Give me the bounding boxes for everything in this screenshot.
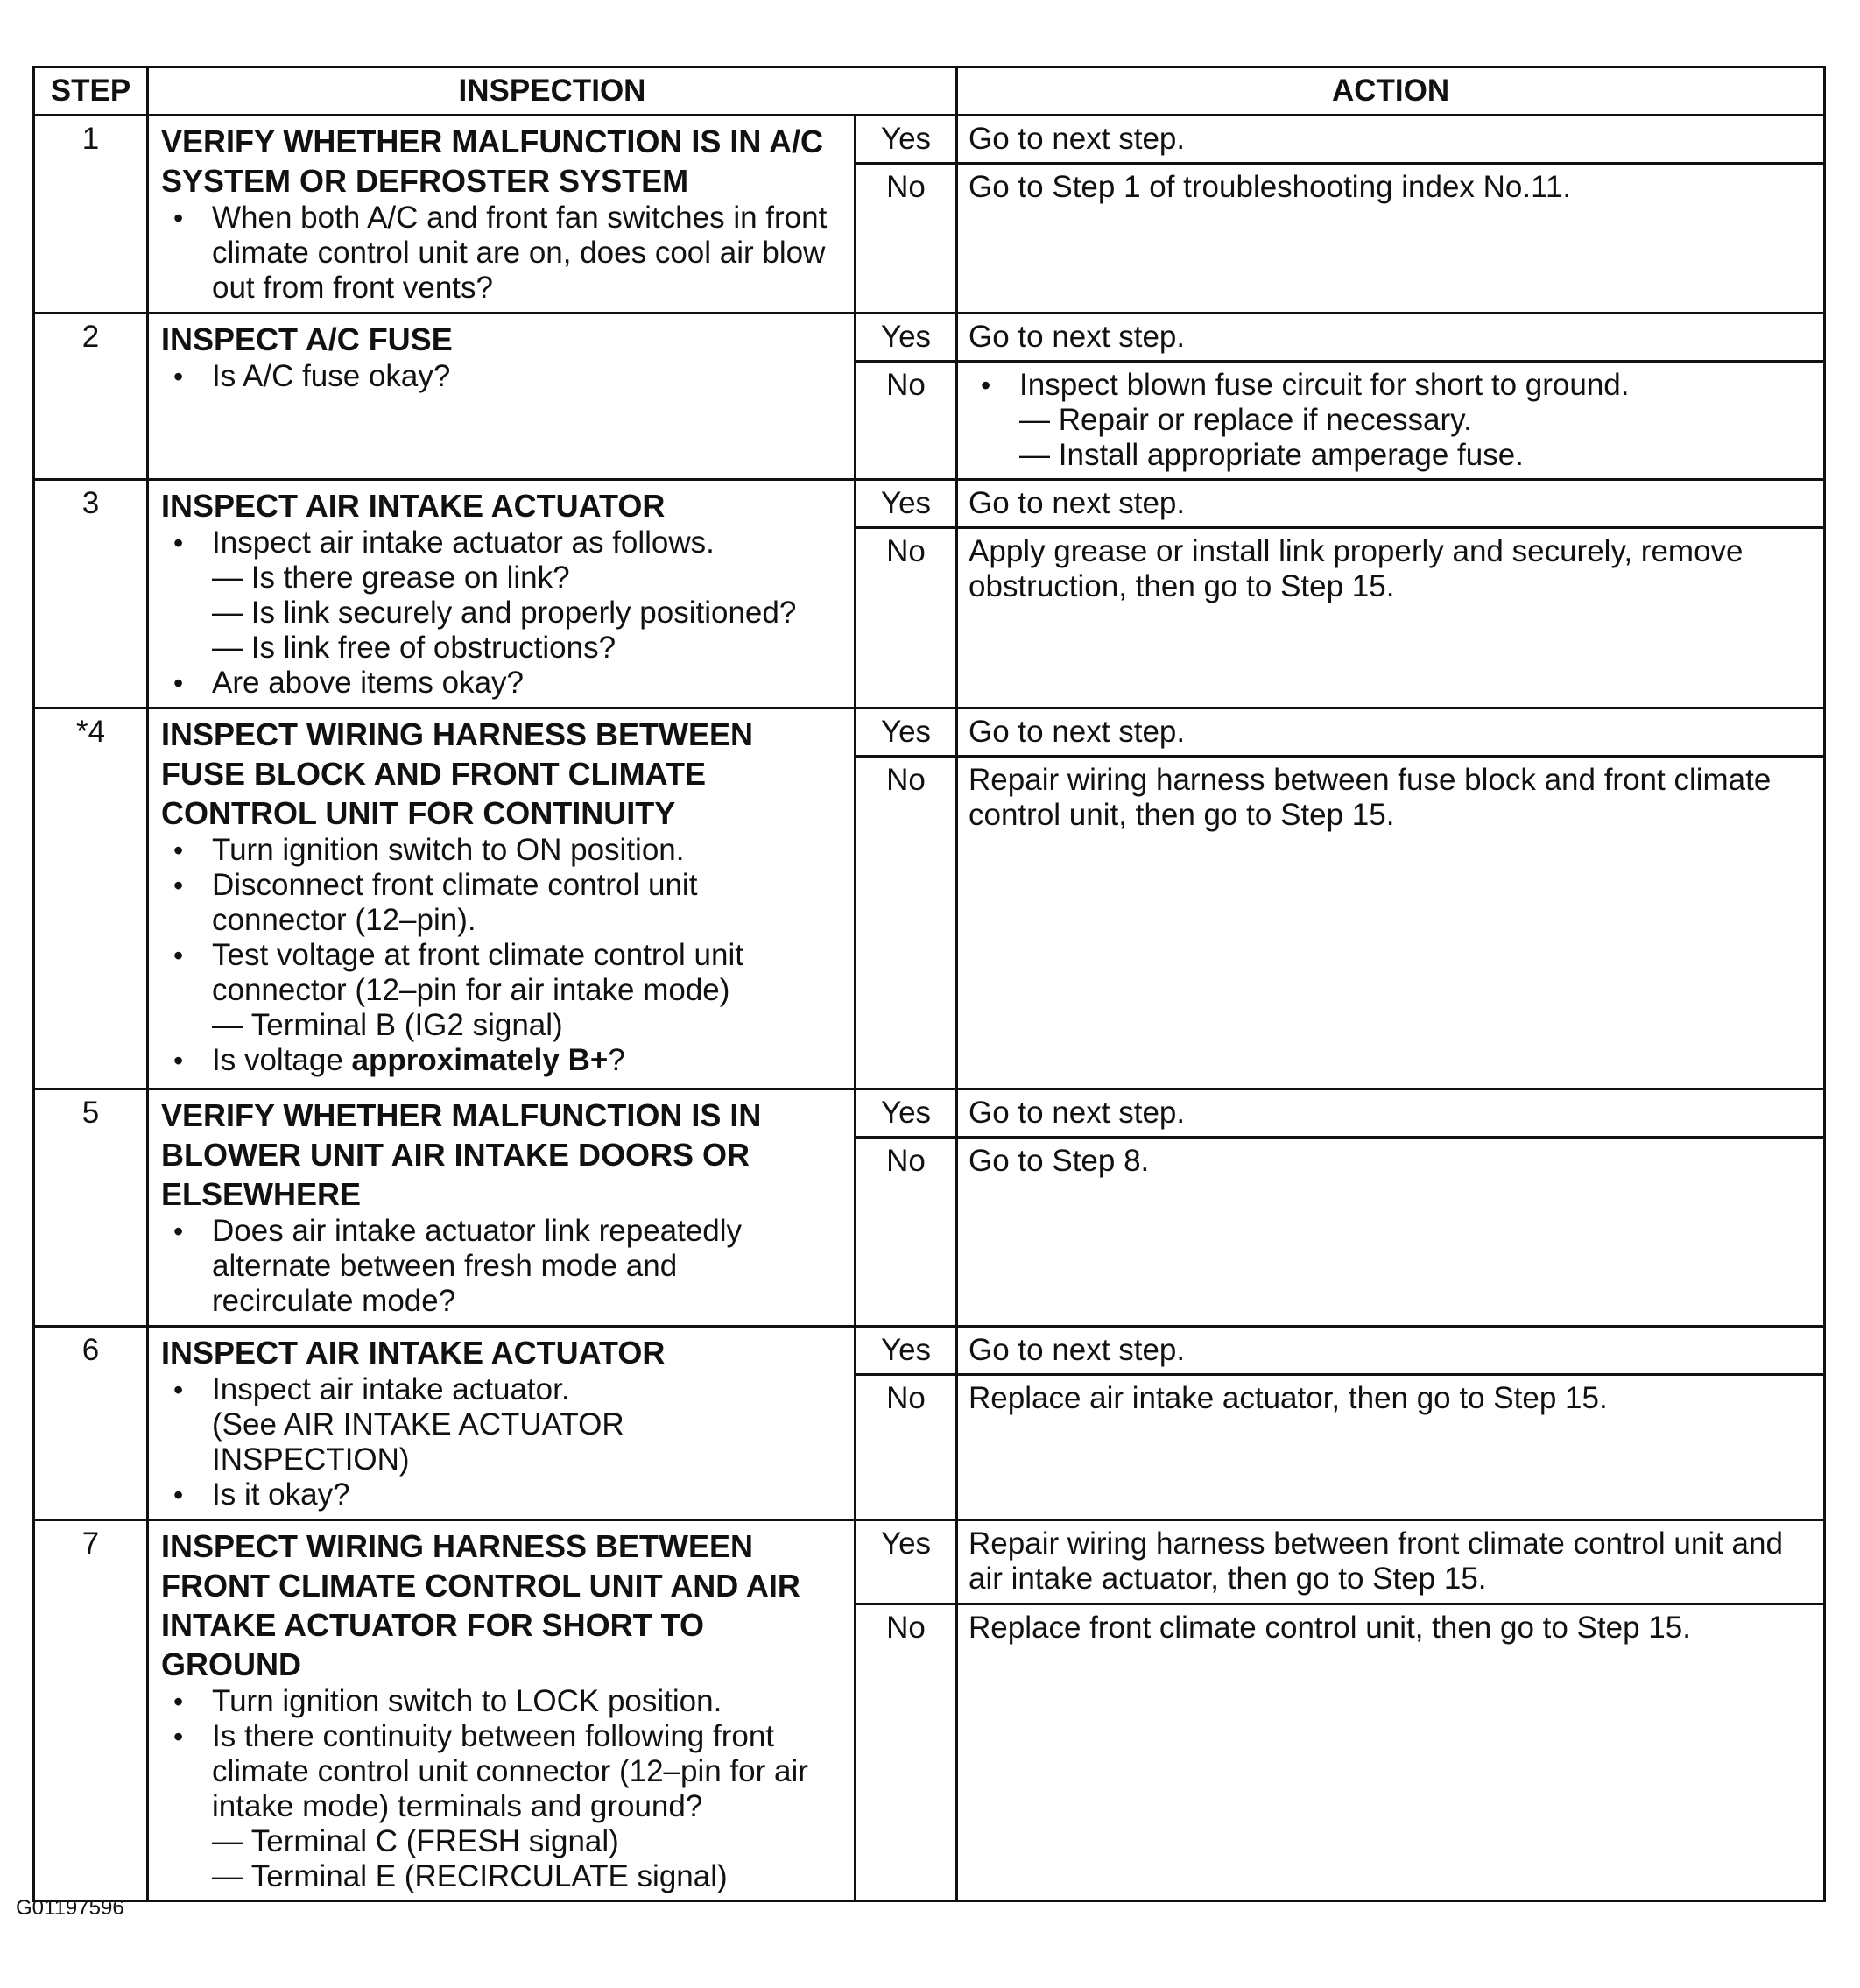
inspection-title-line: INSPECT AIR INTAKE ACTUATOR (161, 488, 666, 524)
inspection-title-line: INSPECT WIRING HARNESS BETWEEN (161, 716, 754, 752)
inspection-cell (148, 480, 856, 708)
step-number: 2 (34, 314, 148, 480)
inspection-bullet (161, 201, 845, 306)
bullet-line: out from front vents? (212, 271, 493, 305)
inspection-bullet (161, 525, 845, 666)
inspection-bullet (161, 833, 845, 868)
bullet-line: (See AIR INTAKE ACTUATOR (212, 1407, 624, 1442)
no-label: No (856, 164, 957, 314)
inspection-bullet (161, 1372, 845, 1477)
inspection-bullets (161, 359, 845, 394)
inspection-title-line: INSPECT AIR INTAKE ACTUATOR (161, 1335, 666, 1371)
inspection-title-line: FUSE BLOCK AND FRONT CLIMATE (161, 756, 706, 792)
inspection-cell (148, 1520, 856, 1901)
action-dash: — Install appropriate amperage fuse. (969, 438, 1814, 473)
no-label: No (856, 1604, 957, 1900)
inspection-bullet (161, 1477, 845, 1512)
action-line: Repair wiring harness between fuse block and front climate (969, 763, 1772, 797)
bullet-text: Is voltage (212, 1043, 352, 1077)
no-label: No (856, 1138, 957, 1327)
table-row (34, 116, 1825, 164)
document-id: G01197596 (16, 1896, 124, 1920)
inspection-bullets (161, 201, 845, 306)
no-label: No (856, 1375, 957, 1520)
action-line: Go to next step. (969, 715, 1186, 749)
bullet-line: • Is it okay? (212, 1477, 350, 1512)
inspection-cell (148, 708, 856, 1089)
troubleshooting-table (32, 66, 1826, 1902)
table-row (34, 314, 1825, 362)
inspection-title-line: BLOWER UNIT AIR INTAKE DOORS OR (161, 1137, 750, 1173)
action-bullets (969, 368, 1814, 403)
no-action (957, 1604, 1825, 1900)
bullet-line: connector (12–pin for air intake mode) (212, 973, 730, 1007)
bullet-line: • Turn ignition switch to ON position. (212, 833, 685, 867)
bullet-line: • Is there continuity between following front (212, 1719, 775, 1753)
bullet-line: INSPECTION) (212, 1442, 410, 1477)
no-label: No (856, 528, 957, 708)
bullet-line: • Turn ignition switch to LOCK position. (212, 1684, 722, 1718)
action-line: obstruction, then go to Step 15. (969, 569, 1395, 603)
action-line: Go to next step. (969, 1333, 1186, 1367)
no-action (957, 164, 1825, 314)
yes-label: Yes (856, 1327, 957, 1375)
bullet-line: alternate between fresh mode and (212, 1249, 678, 1283)
inspection-bullet (161, 1214, 845, 1319)
yes-action (957, 314, 1825, 362)
inspection-bullet (161, 1684, 845, 1719)
inspection-title-line: INSPECT A/C FUSE (161, 321, 453, 357)
inspection-bullets (161, 1684, 845, 1894)
no-label: No (856, 362, 957, 480)
action-line: Go to next step. (969, 122, 1186, 156)
inspection-title-line: VERIFY WHETHER MALFUNCTION IS IN (161, 1097, 762, 1133)
inspection-title-line: ELSEWHERE (161, 1176, 362, 1212)
bullet-line: • Inspect air intake actuator. (212, 1372, 570, 1406)
header-inspection: INSPECTION (148, 67, 957, 116)
header-action: ACTION (957, 67, 1825, 116)
yes-action (957, 1327, 1825, 1375)
yes-label: Yes (856, 1089, 957, 1138)
action-bullet: • Inspect blown fuse circuit for short to ground. (969, 368, 1814, 403)
inspection-bullets (161, 525, 845, 701)
bullet-line: • Disconnect front climate control unit (212, 868, 698, 902)
action-line: Go to Step 1 of troubleshooting index No.11. (969, 170, 1572, 204)
yes-action (957, 708, 1825, 757)
dash-item: — Is link free of obstructions? (212, 631, 845, 666)
yes-action (957, 116, 1825, 164)
bullet-line (212, 1043, 845, 1078)
yes-label: Yes (856, 116, 957, 164)
inspection-bullets (161, 833, 845, 1078)
inspection-bullet (161, 359, 845, 394)
inspection-cell (148, 314, 856, 480)
bullet-line: climate control unit connector (12–pin for air (212, 1754, 808, 1788)
inspection-cell (148, 1327, 856, 1520)
inspection-bullet (161, 1043, 845, 1078)
yes-label: Yes (856, 480, 957, 528)
action-line: Go to next step. (969, 1096, 1186, 1130)
step-number: 5 (34, 1089, 148, 1327)
bullet-line: • Inspect air intake actuator as follows. (212, 525, 715, 560)
action-line: Go to next step. (969, 486, 1186, 520)
no-label: No (856, 757, 957, 1089)
bullet-line: connector (12–pin). (212, 903, 476, 937)
table-row (34, 1520, 1825, 1604)
inspection-title-line: INSPECT WIRING HARNESS BETWEEN (161, 1528, 754, 1564)
action-line: Repair wiring harness between front climate control unit and (969, 1526, 1783, 1561)
inspection-cell (148, 116, 856, 314)
bullet-text: ? (608, 1043, 625, 1077)
table-row (34, 708, 1825, 757)
dash-item: — Is there grease on link? (212, 560, 845, 596)
bullet-line: • Are above items okay? (212, 666, 525, 700)
table-row (34, 1089, 1825, 1138)
inspection-title-line: VERIFY WHETHER MALFUNCTION IS IN A/C (161, 123, 823, 159)
action-dash: — Repair or replace if necessary. (969, 403, 1814, 438)
inspection-bullet (161, 666, 845, 701)
yes-label: Yes (856, 314, 957, 362)
inspection-bullets (161, 1372, 845, 1512)
no-action (957, 362, 1825, 480)
action-line: Go to next step. (969, 320, 1186, 354)
step-number: 7 (34, 1520, 148, 1901)
step-number: 3 (34, 480, 148, 708)
table-body (34, 116, 1825, 1901)
bullet-bold-text: approximately B+ (351, 1043, 609, 1077)
bullet-line: recirculate mode? (212, 1284, 456, 1318)
bullet-line: • Test voltage at front climate control unit (212, 938, 743, 972)
inspection-cell (148, 1089, 856, 1327)
step-number: *4 (34, 708, 148, 1089)
bullet-line: • When both A/C and front fan switches in front (212, 201, 828, 235)
bullet-line: • Is A/C fuse okay? (212, 359, 451, 393)
table-row (34, 480, 1825, 528)
inspection-title-line: FRONT CLIMATE CONTROL UNIT AND AIR (161, 1568, 800, 1604)
inspection-title-line: INTAKE ACTUATOR FOR SHORT TO (161, 1607, 704, 1643)
bullet-line: • Does air intake actuator link repeatedly (212, 1214, 743, 1248)
no-action (957, 757, 1825, 1089)
inspection-bullets (161, 1214, 845, 1319)
dash-item: — Terminal E (RECIRCULATE signal) (212, 1859, 845, 1894)
inspection-bullet (161, 868, 845, 938)
no-action (957, 1138, 1825, 1327)
inspection-title-line: SYSTEM OR DEFROSTER SYSTEM (161, 163, 689, 199)
inspection-bullet (161, 1719, 845, 1894)
step-number: 6 (34, 1327, 148, 1520)
yes-action (957, 1089, 1825, 1138)
action-line: Apply grease or install link properly and securely, remove (969, 534, 1744, 568)
bullet-line: climate control unit are on, does cool air blow (212, 236, 826, 270)
action-line: control unit, then go to Step 15. (969, 798, 1395, 832)
inspection-title-line: CONTROL UNIT FOR CONTINUITY (161, 795, 676, 831)
action-line: Replace air intake actuator, then go to Step 15. (969, 1381, 1608, 1415)
bullet-line: intake mode) terminals and ground? (212, 1789, 703, 1823)
yes-action (957, 480, 1825, 528)
table-row (34, 1327, 1825, 1375)
step-number: 1 (34, 116, 148, 314)
no-action (957, 1375, 1825, 1520)
no-action (957, 528, 1825, 708)
action-line: Go to Step 8. (969, 1144, 1150, 1178)
inspection-bullet (161, 938, 845, 1043)
dash-item: — Is link securely and properly positioned? (212, 596, 845, 631)
yes-label: Yes (856, 708, 957, 757)
action-line: Replace front climate control unit, then go to Step 15. (969, 1610, 1691, 1645)
yes-action (957, 1520, 1825, 1604)
inspection-title-line: GROUND (161, 1646, 301, 1682)
dash-item: — Terminal C (FRESH signal) (212, 1824, 845, 1859)
yes-label: Yes (856, 1520, 957, 1604)
header-step: STEP (34, 67, 148, 116)
dash-item: — Terminal B (IG2 signal) (212, 1008, 845, 1043)
action-line: air intake actuator, then go to Step 15. (969, 1561, 1487, 1596)
table-header-row (34, 67, 1825, 116)
